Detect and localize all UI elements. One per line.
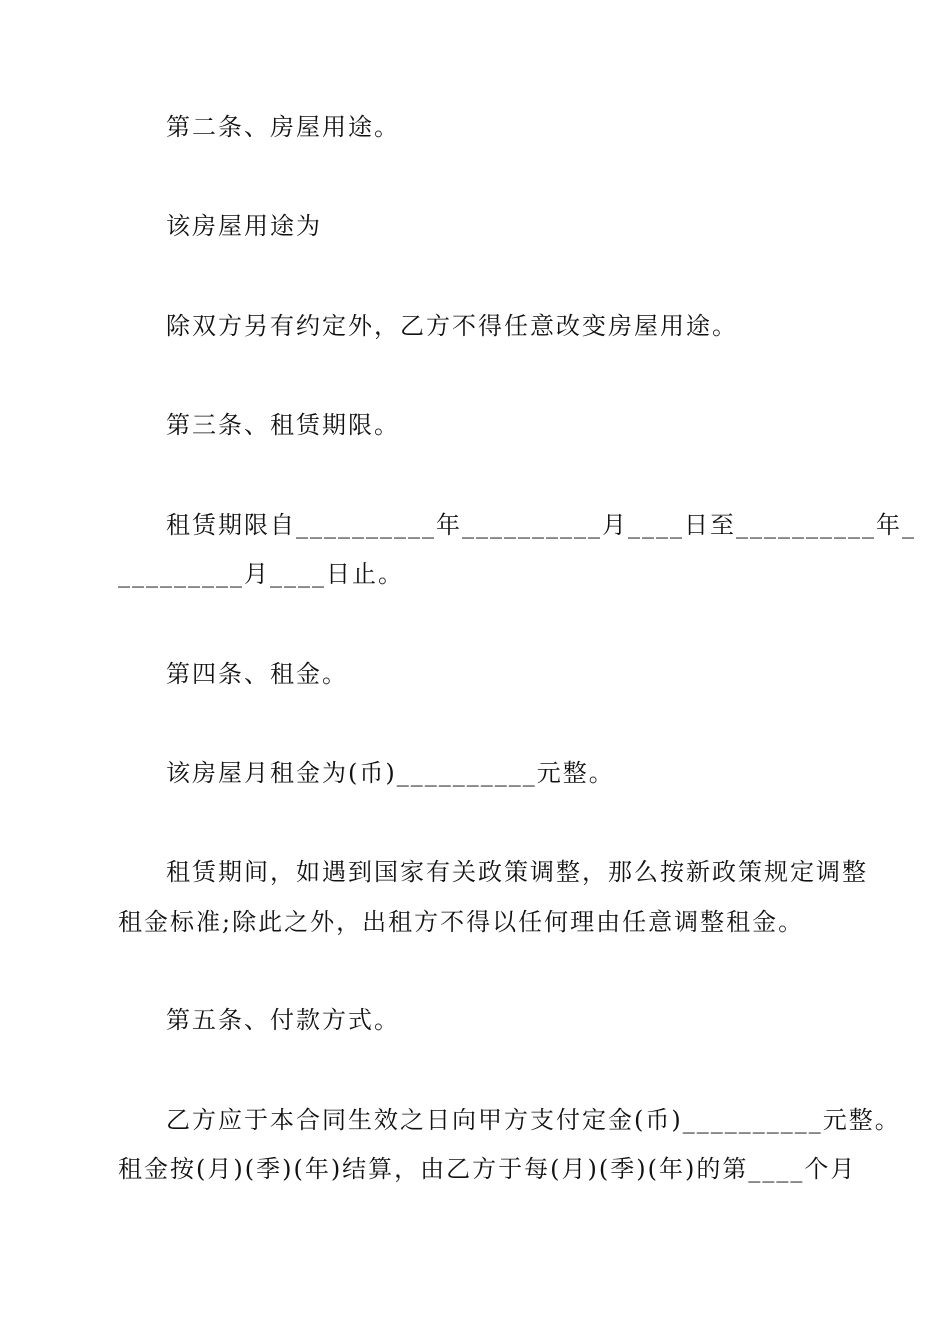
article-4-heading: 第四条、租金。 xyxy=(166,660,348,688)
use-restriction-text: 除双方另有约定外，乙方不得任意改变房屋用途。 xyxy=(166,312,738,340)
rent-adjustment-line-2: 租金标准;除此之外，出租方不得以任何理由任意调整租金。 xyxy=(118,908,805,936)
article-5-heading: 第五条、付款方式。 xyxy=(166,1006,400,1034)
article-2-heading: 第二条、房屋用途。 xyxy=(166,113,400,141)
payment-line-1: 乙方应于本合同生效之日向甲方支付定金(币)__________元整。 xyxy=(166,1106,901,1134)
article-3-heading: 第三条、租赁期限。 xyxy=(166,411,400,439)
lease-term-line-1: 租赁期限自__________年__________月____日至__________年_ xyxy=(166,511,916,539)
payment-line-2: 租金按(月)(季)(年)结算，由乙方于每(月)(季)(年)的第____个月 xyxy=(118,1155,857,1183)
rent-adjustment-line-1: 租赁期间，如遇到国家有关政策调整，那么按新政策规定调整 xyxy=(166,858,868,886)
monthly-rent-text: 该房屋月租金为(币)__________元整。 xyxy=(166,759,615,787)
house-use-text: 该房屋用途为 xyxy=(166,212,322,240)
lease-term-line-2: _________月____日止。 xyxy=(118,560,404,588)
